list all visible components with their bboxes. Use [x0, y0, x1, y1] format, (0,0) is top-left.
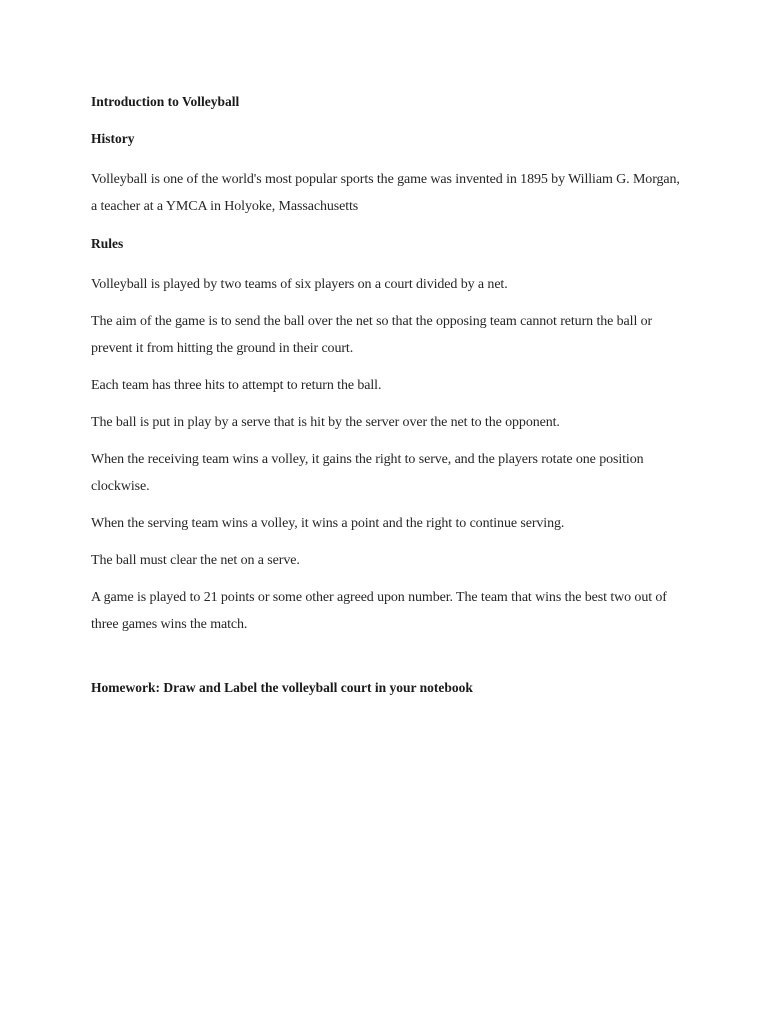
- document-title: Introduction to Volleyball: [91, 94, 240, 109]
- rule-paragraph: A game is played to 21 points or some other agreed upon number. The team that wins the best two out of three games wins the match.: [91, 590, 667, 632]
- rule-paragraph: Each team has three hits to attempt to return the ball.: [91, 378, 382, 393]
- rule-paragraph: The aim of the game is to send the ball over the net so that the opposing team cannot return the ball or prevent it from hitting the ground in their court.: [91, 314, 653, 356]
- homework-note: Homework: Draw and Label the volleyball court in your notebook: [91, 680, 473, 695]
- history-heading: History: [91, 131, 135, 146]
- rule-paragraph: When the receiving team wins a volley, it gains the right to serve, and the players rotate one position clockwise.: [91, 452, 644, 494]
- rule-paragraph: The ball is put in play by a serve that is hit by the server over the net to the opponent.: [91, 415, 560, 430]
- rule-paragraph: When the serving team wins a volley, it wins a point and the right to continue serving.: [91, 516, 565, 531]
- rule-paragraph: Volleyball is played by two teams of six players on a court divided by a net.: [91, 277, 508, 292]
- rule-paragraph: The ball must clear the net on a serve.: [91, 553, 300, 568]
- history-paragraph: Volleyball is one of the world's most popular sports the game was invented in 1895 by William G. Morgan, a teacher at a YMCA in Holyoke, Massachusetts: [91, 172, 680, 214]
- rules-heading: Rules: [91, 236, 124, 251]
- document-body: [91, 92, 681, 715]
